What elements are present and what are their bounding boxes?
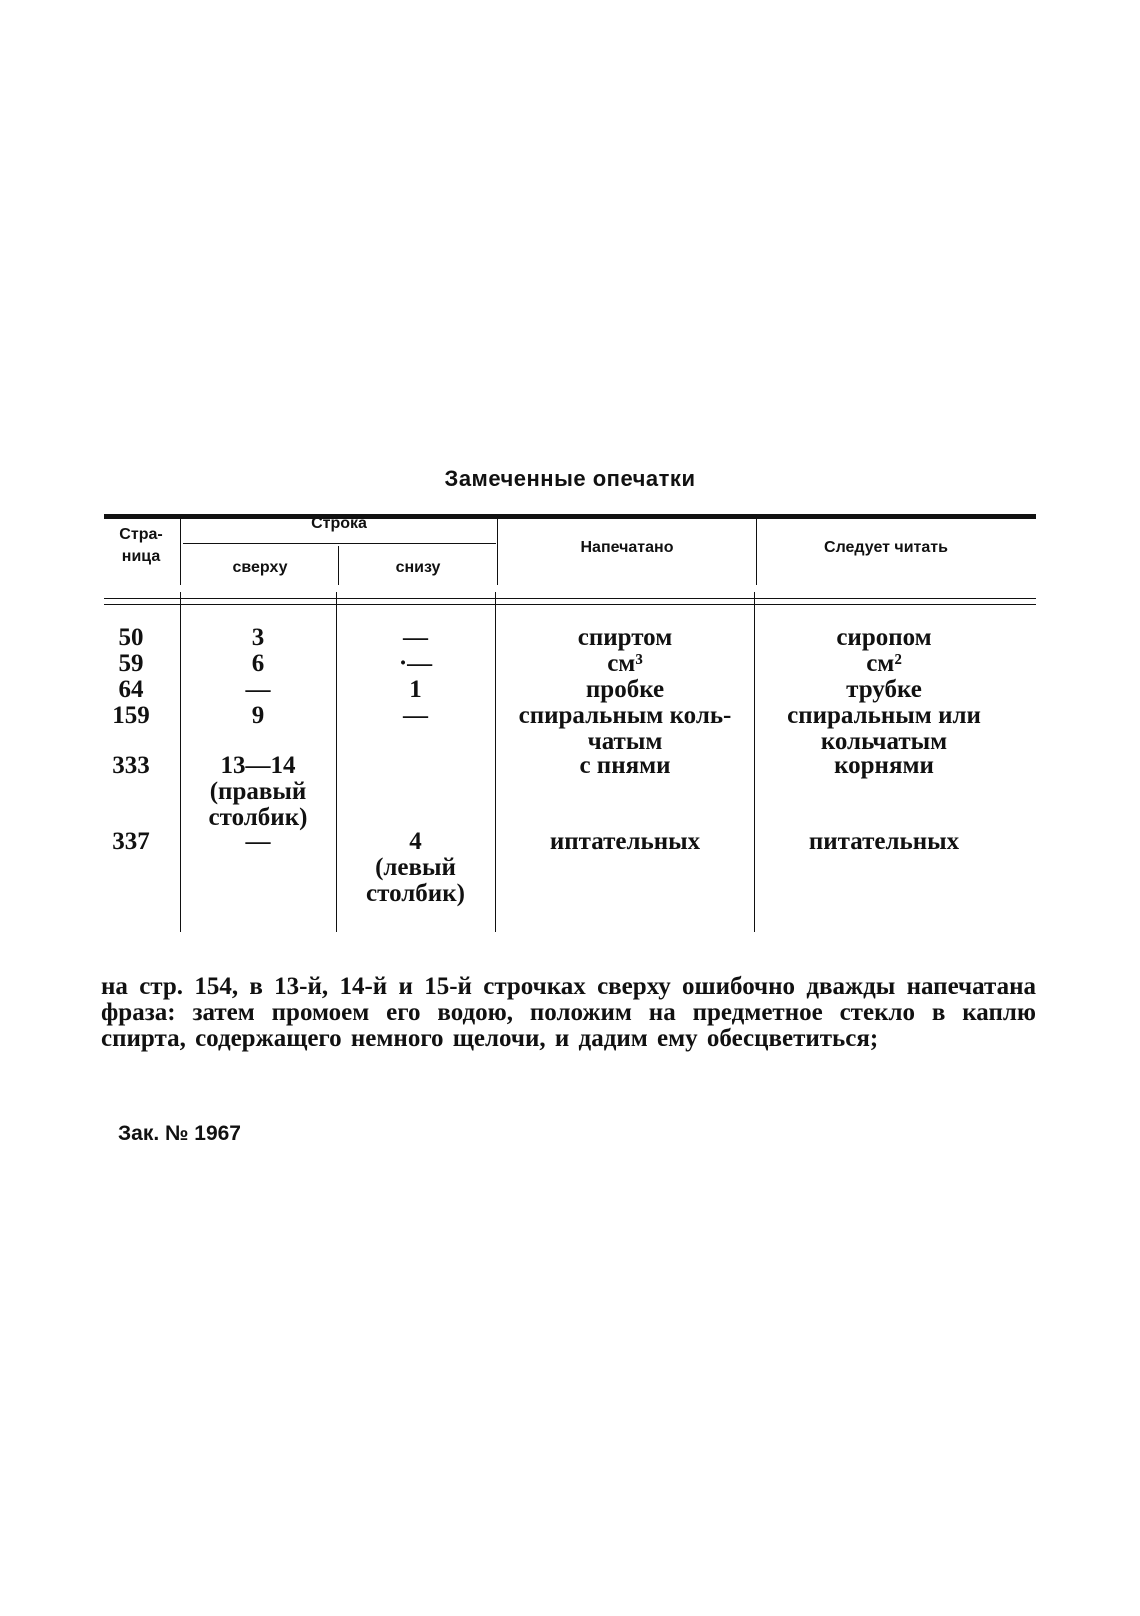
column-divider bbox=[336, 592, 337, 932]
header-bottom-rule bbox=[104, 598, 1036, 599]
cell-page: 159 bbox=[112, 702, 150, 729]
column-divider bbox=[180, 592, 181, 932]
page-title: Замеченные опечатки bbox=[444, 466, 696, 491]
cell-correct: трубке bbox=[846, 676, 922, 703]
header-divider bbox=[180, 519, 181, 585]
header-divider bbox=[497, 519, 498, 585]
cell-page: 64 bbox=[118, 676, 144, 703]
cell-page: 337 bbox=[112, 828, 150, 855]
cell-top: 13—14 (правый столбик) bbox=[208, 752, 308, 831]
header-line: Строка bbox=[311, 515, 367, 532]
erratum-note: на стр. 154, в 13-й, 14-й и 15-й строчках сверху ошибочно дважды напечатана фраза: затем промоем его водою, положим на предметное стекло в каплю спирта, содержащего немного щелочи, и дадим ему обесцветиться; bbox=[101, 973, 1036, 1052]
column-divider bbox=[495, 592, 496, 932]
cell-correct: корнями bbox=[834, 752, 934, 779]
cell-top: 3 bbox=[251, 624, 265, 651]
cell-page: 333 bbox=[112, 752, 150, 779]
order-number: Зак. № 1967 bbox=[118, 1122, 241, 1145]
cell-page: 59 bbox=[118, 650, 144, 677]
cell-correct: спиральным или кольчатым bbox=[787, 702, 981, 755]
cell-correct: сиропом bbox=[836, 624, 932, 651]
cell-printed: спиральным коль- чатым bbox=[518, 702, 732, 755]
cell-printed: с пнями bbox=[579, 752, 671, 779]
cell-bottom: 4 (левый столбик) bbox=[366, 828, 465, 907]
header-should-read: Следует читать bbox=[824, 539, 948, 556]
cell-correct: см² bbox=[866, 650, 902, 677]
cell-printed: см³ bbox=[607, 650, 643, 677]
header-page: Стра- ница bbox=[119, 526, 163, 565]
cell-printed: пробке bbox=[585, 676, 665, 703]
cell-bottom: — bbox=[403, 702, 428, 729]
cell-top: 6 bbox=[251, 650, 265, 677]
cell-top: — bbox=[245, 676, 271, 703]
cell-bottom: — bbox=[403, 624, 428, 651]
cell-top: — bbox=[245, 828, 271, 855]
cell-printed: спиртом bbox=[577, 624, 673, 651]
cell-top: 9 bbox=[251, 702, 265, 729]
header-from-top: сверху bbox=[232, 559, 288, 576]
header-divider bbox=[756, 519, 757, 585]
header-from-bottom: снизу bbox=[395, 559, 441, 576]
header-printed: Напечатано bbox=[580, 539, 674, 556]
cell-bottom: ·— bbox=[398, 650, 433, 677]
header-subrule bbox=[183, 543, 496, 544]
cell-correct: питательных bbox=[808, 828, 960, 855]
cell-bottom: 1 bbox=[409, 676, 422, 703]
header-bottom-rule bbox=[104, 604, 1036, 605]
column-divider bbox=[754, 592, 755, 932]
header-divider bbox=[338, 546, 339, 585]
cell-page: 50 bbox=[118, 624, 144, 651]
cell-printed: иптательных bbox=[549, 828, 701, 855]
